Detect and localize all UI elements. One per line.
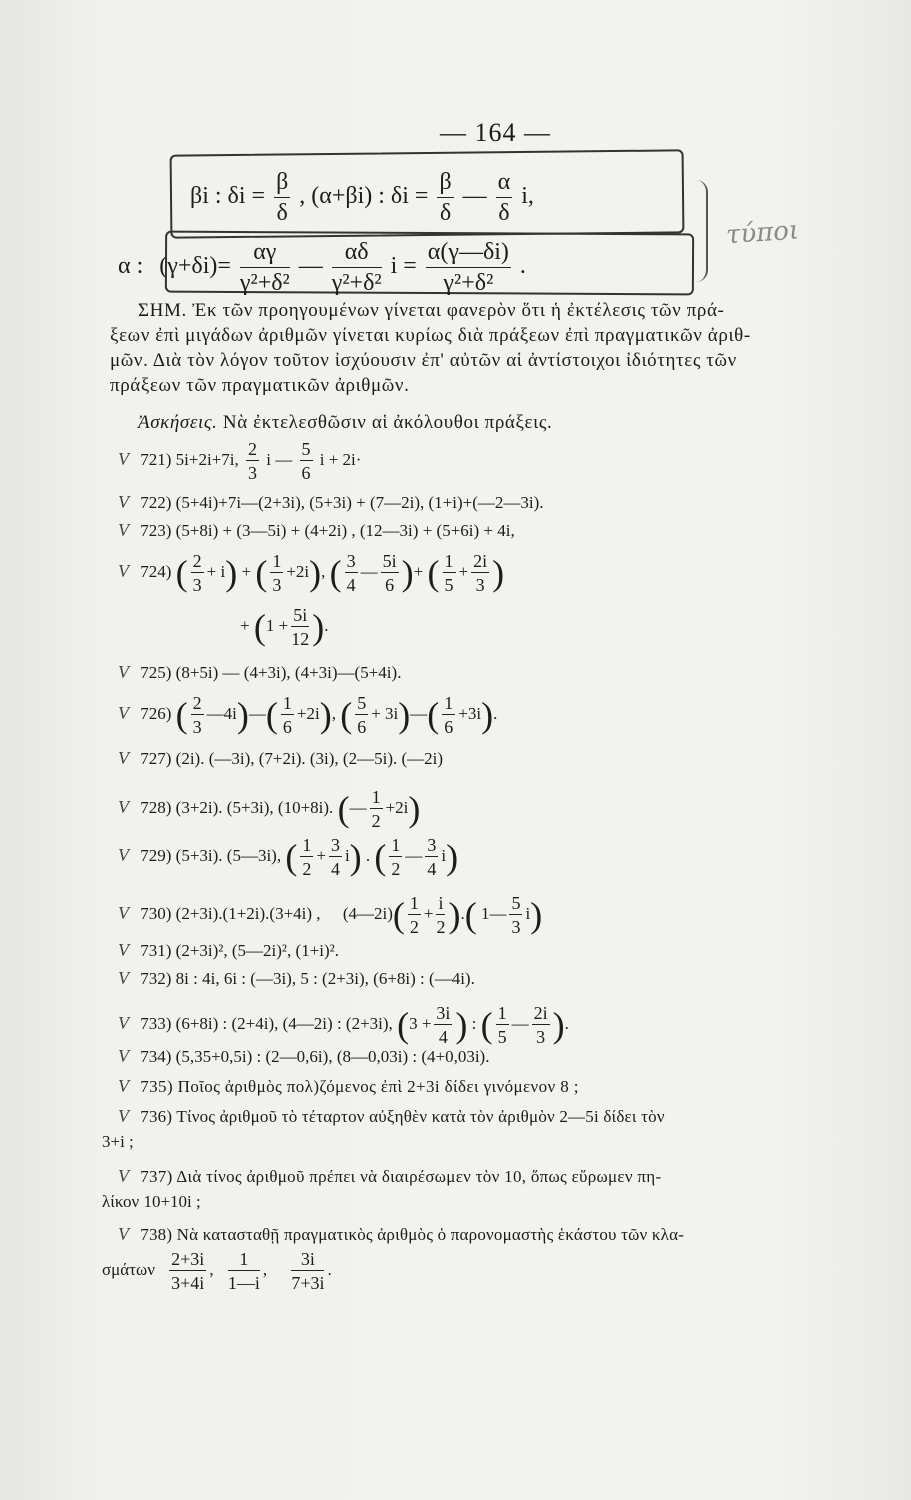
check-mark: V (118, 560, 129, 581)
formula-text: , (α+βi) : δi = (299, 183, 429, 210)
fraction: $\frac{\beta}{\delta}$ (276, 169, 289, 226)
remark-line-3: μῶν. Διὰ τὸν λόγον τοῦτον ἰσχύουσιν ἐπ' αὐτῶν αἱ ἀντίστοιχοι ἰδιότητες τῶν (110, 350, 737, 371)
exercise-text: (4—2i) (342, 903, 393, 923)
exercise-724-continued: + (1 + $\frac{5i}{12}$ ). (240, 605, 329, 649)
formula-text: i, (521, 183, 534, 210)
check-mark: V (118, 1012, 129, 1033)
formula-line-1 (190, 170, 534, 225)
fraction: $\frac{1}{3}$ (272, 551, 282, 595)
formula-text: α : (118, 253, 144, 280)
exercise-text: 726) (140, 703, 172, 723)
exercise-text: 735) Ποῖος ἀριθμὸς πολ)ζόμενος ἐπὶ 2+3i δίδει γινόμενον 8 ; (140, 1077, 579, 1096)
fraction: $\frac{\alpha\delta}{\text{γ²+δ²}}$ (331, 239, 382, 296)
check-mark: V (118, 448, 129, 469)
check-mark: V (118, 1166, 129, 1186)
exercise-text: 723) (5+8i) + (3—5i) + (4+2i) , (12—3i) + (5+6i) + 4i, (140, 521, 515, 540)
check-mark: V (118, 1046, 129, 1066)
remark-line-1: ΣΗΜ. Ἐκ τῶν προηγουμένων γίνεται φανερὸν ὅτι ἡ ἐκτέλεσις τῶν πρά- (138, 300, 725, 321)
formula-text: — (298, 253, 323, 280)
fraction: $\frac{5}{6}$ (357, 693, 367, 737)
page-number: — 164 — (440, 118, 551, 147)
formula-line-2 (118, 240, 526, 295)
exercise-text: i — (266, 449, 293, 469)
exercise-text: 733) (6+8i) : (2+4i), (4—2i) : (2+3i), (140, 1013, 393, 1033)
fraction: $\frac{1}{1—i}$ (227, 1249, 260, 1293)
formula-text: — (462, 183, 487, 210)
exercises-heading (138, 412, 552, 434)
fraction: $\frac{1}{5}$ (444, 551, 454, 595)
exercise-text: 727) (2i). (—3i), (7+2i). (3i), (2—5i). (—2i) (140, 749, 444, 768)
exercise-736 (118, 1106, 665, 1127)
handwritten-note: τύποι (725, 215, 801, 251)
exercise-737-continued: λίκον 10+10i ; (102, 1192, 201, 1211)
exercise-724: V 724) ( $\frac{2}{3}$ + i) + ( $\frac{1}{3}$ +2i), ( $\frac{3}{4}$ — $\frac{5i}{6}$ )+ ( $\frac{1}{5}$ + $\frac{2i}{3}$ ) (118, 551, 505, 595)
exercise-723 (118, 520, 515, 541)
exercise-722 (118, 492, 544, 513)
exercise-text: 738) Νὰ κατασταθῇ πραγματικὸς ἀριθμὸς ὁ παρονομαστὴς ἑκάστου τῶν κλα- (140, 1225, 685, 1244)
remark-line-2: ξεων ἐπὶ μιγάδων ἀριθμῶν γίνεται κυρίως διὰ πράξεων ἐπὶ πραγματικῶν ἀριθ- (110, 325, 751, 346)
fraction: $\frac{2}{3}$ (192, 693, 202, 737)
check-mark: V (118, 940, 129, 960)
fraction: $\frac{1}{6}$ (282, 693, 292, 737)
exercise-738 (118, 1224, 684, 1245)
check-mark: V (118, 702, 129, 723)
exercise-734 (118, 1046, 489, 1067)
exercises-title: Ἀσκήσεις. (138, 412, 218, 433)
exercise-text: 732) 8i : 4i, 6i : (—3i), 5 : (2+3i), (6+8i) : (—4i). (140, 969, 475, 988)
check-mark: V (118, 796, 129, 817)
exercises-intro: Νὰ ἐκτελεσθῶσιν αἱ ἀκόλουθοι πράξεις. (222, 412, 553, 433)
fraction: $\frac{5i}{6}$ (382, 551, 397, 595)
check-mark: V (118, 662, 129, 682)
remark-line-4: πράξεων τῶν πραγματικῶν ἀριθμῶν. (110, 375, 410, 396)
fraction: $\frac{5}{3}$ (511, 893, 521, 937)
exercise-text: i + 2i· (319, 449, 362, 469)
exercise-text: 725) (8+5i) — (4+3i), (4+3i)—(5+4i). (140, 663, 402, 682)
fraction: $\frac{1}{2}$ (409, 893, 419, 937)
fraction: $\frac{\alpha(\gamma—\delta i)}{\text{γ²+δ²}}$ (427, 239, 509, 296)
exercise-text: 737) Διὰ τίνος ἀριθμοῦ πρέπει νὰ διαιρέσωμεν τὸν 10, ὅπως εὕρωμεν πη- (140, 1167, 662, 1186)
exercise-735 (118, 1076, 579, 1097)
exercise-text: 722) (5+4i)+7i—(2+3i), (5+3i) + (7—2i), (1+i)+(—2—3i). (140, 493, 544, 512)
fraction: $\frac{\beta}{\delta}$ (439, 169, 452, 226)
exercise-729: V 729) (5+3i). (5—3i), ( $\frac{1}{2}$ + $\frac{3}{4}$ i) . ( $\frac{1}{2}$ — $\frac{3}{4}$ i) (118, 835, 459, 879)
check-mark: V (118, 902, 129, 923)
check-mark: V (118, 748, 129, 768)
fraction: $\frac{1}{5}$ (497, 1003, 507, 1047)
fraction: $\frac{5i}{12}$ (291, 605, 310, 649)
exercise-721 (118, 440, 361, 482)
brace-mark (690, 180, 708, 282)
fraction: $\frac{3i}{4}$ (436, 1003, 451, 1047)
check-mark: V (118, 1224, 129, 1244)
exercise-text: 728) (3+2i). (5+3i), (10+8i). (140, 797, 334, 817)
formula-text: i = (390, 253, 417, 280)
exercise-text: σμάτων (102, 1259, 155, 1279)
fraction: $\frac{5}{6}$ (301, 439, 311, 483)
exercise-730: V 730) (2+3i).(1+2i).(3+4i) , (4—2i)( $\frac{1}{2}$ + $\frac{i}{2}$ ).( 1— $\frac{5}{3}$ i) (118, 893, 543, 937)
fraction: $\frac{2}{3}$ (192, 551, 202, 595)
fraction: $\frac{1}{6}$ (444, 693, 454, 737)
exercise-731 (118, 940, 339, 961)
fraction: $\frac{i}{2}$ (436, 893, 446, 937)
formula-text: (γ+δi)= (159, 253, 231, 280)
exercise-text: 734) (5,35+0,5i) : (2—0,6i), (8—0,03i) : (4+0,03i). (140, 1047, 490, 1066)
check-mark: V (118, 520, 129, 540)
exercise-728: V 728) (3+2i). (5+3i), (10+8i). (— $\frac{1}{2}$ +2i) (118, 787, 421, 831)
fraction: $\frac{3}{4}$ (346, 551, 356, 595)
check-mark: V (118, 492, 129, 512)
exercise-726: V 726) ( $\frac{2}{3}$ —4i)—( $\frac{1}{6}$ +2i), ( $\frac{5}{6}$ + 3i)—( $\frac{1}{6}$ +3i). (118, 693, 498, 737)
exercise-732 (118, 968, 475, 989)
fraction: $\frac{1}{2}$ (371, 787, 381, 831)
exercise-725 (118, 662, 401, 683)
exercise-text: 729) (5+3i). (5—3i), (140, 845, 282, 865)
fraction: $\frac{1}{2}$ (302, 835, 312, 879)
exercise-738-continued: σμάτων $\frac{2+3i}{3+4i}$ , $\frac{1}{1—i}$ , $\frac{3i}{7+3i}$ . (102, 1249, 332, 1293)
exercise-text: 736) Τίνος ἀριθμοῦ τὸ τέταρτον αὐξηθὲν κατὰ τὸν ἀριθμὸν 2—5i δίδει τὸν (140, 1107, 665, 1126)
exercise-727 (118, 748, 443, 769)
check-mark: V (118, 1076, 129, 1096)
exercise-text: 724) (140, 561, 172, 581)
formula-text: βi : δi = (190, 183, 266, 210)
fraction: $\frac{1}{2}$ (391, 835, 401, 879)
check-mark: V (118, 968, 129, 988)
formula-text: . (519, 253, 526, 280)
check-mark: V (118, 1106, 129, 1126)
exercise-736-continued: 3+i ; (102, 1132, 134, 1151)
fraction: $\frac{2}{3}$ (248, 439, 258, 483)
exercise-text: 730) (2+3i).(1+2i).(3+4i) , (140, 903, 321, 923)
exercise-737 (118, 1166, 661, 1187)
exercise-text: 731) (2+3i)², (5—2i)², (1+i)². (140, 941, 340, 960)
check-mark: V (118, 844, 129, 865)
fraction: $\frac{3}{4}$ (330, 835, 340, 879)
fraction: $\frac{2i}{3}$ (533, 1003, 548, 1047)
fraction: $\frac{2i}{3}$ (473, 551, 488, 595)
exercise-733: V 733) (6+8i) : (2+4i), (4—2i) : (2+3i), (3 + $\frac{3i}{4}$ ) : ( $\frac{1}{5}$ — $\frac{2i}{3}$ ). (118, 1003, 569, 1047)
exercise-text: 721) 5i+2i+7i, (140, 449, 239, 469)
fraction: $\frac{\alpha\gamma}{\text{γ²+δ²}}$ (239, 239, 290, 296)
fraction: $\frac{3}{4}$ (427, 835, 437, 879)
fraction: $\frac{\alpha}{\delta}$ (497, 169, 511, 226)
fraction: $\frac{3i}{7+3i}$ (291, 1249, 325, 1293)
fraction: $\frac{2+3i}{3+4i}$ (171, 1249, 205, 1293)
